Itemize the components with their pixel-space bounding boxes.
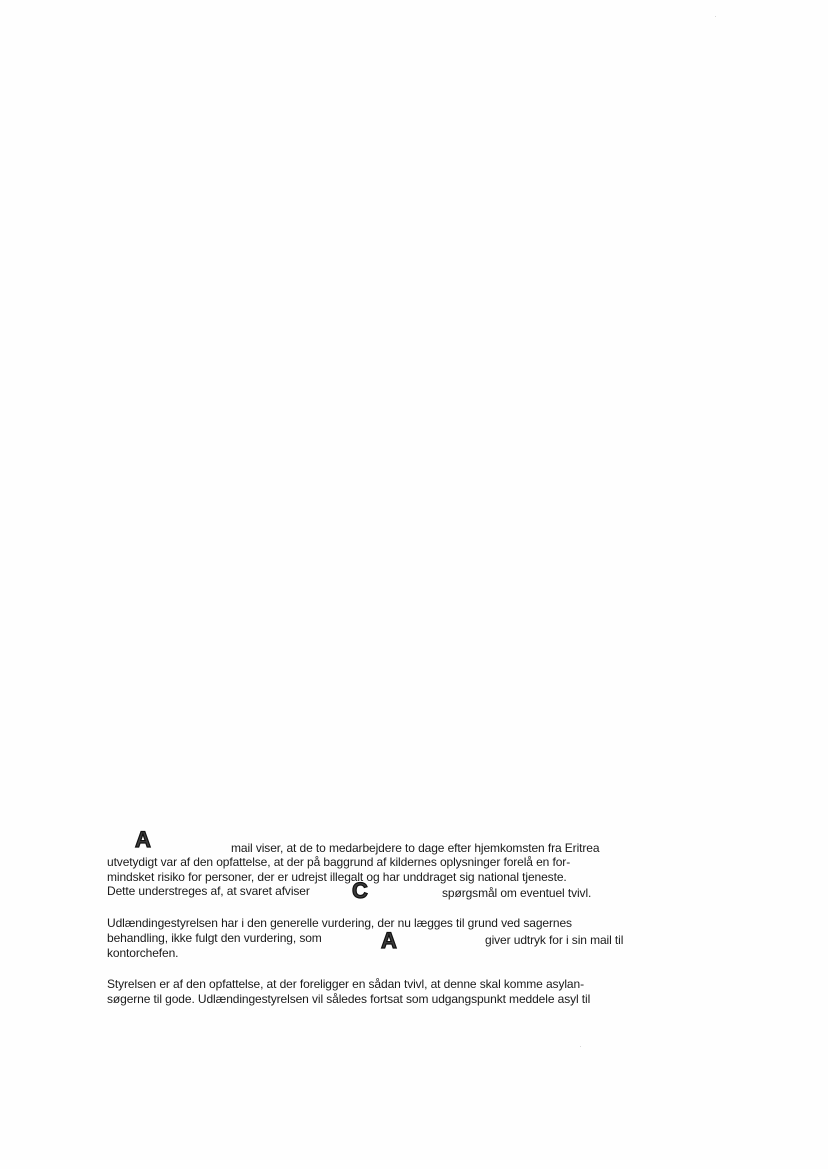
paragraph1-line4-end: spørgsmål om eventuel tvivl.	[442, 886, 592, 900]
svg-text:A: A	[135, 829, 151, 849]
redaction-mark-a	[134, 829, 156, 849]
paragraph2-line2-start: behandling, ikke fulgt den vurdering, som	[107, 931, 322, 945]
paragraph1-line4-start: Dette understreges af, at svaret afviser	[107, 884, 310, 898]
paragraph3-line2: søgerne til gode. Udlændingestyrelsen vil således fortsat som udgangspunkt meddele asyl til	[107, 992, 591, 1006]
paragraph1-line3: mindsket risiko for personer, der er udrejst illegalt og har unddraget sig national tjeneste.	[107, 870, 567, 884]
svg-text:C: C	[352, 880, 368, 900]
svg-text:A: A	[381, 930, 397, 950]
paragraph2-line1: Udlændingestyrelsen har i den generelle vurdering, der nu lægges til grund ved sagernes	[107, 916, 572, 930]
scan-speck	[715, 16, 716, 17]
paragraph1-line2: utvetydigt var af den opfattelse, at der på baggrund af kildernes oplysninger forelå en for-	[107, 855, 571, 869]
paragraph3-line1: Styrelsen er af den opfattelse, at der foreligger en sådan tvivl, at denne skal komme asylan-	[107, 977, 584, 991]
redaction-mark-a	[380, 930, 402, 950]
redaction-mark-c	[350, 880, 372, 900]
scan-speck	[580, 1046, 581, 1047]
paragraph2-line3: kontorchefen.	[107, 946, 179, 960]
paragraph1-line1: mail viser, at de to medarbejdere to dage efter hjemkomsten fra Eritrea	[231, 841, 600, 855]
paragraph2-line2-end: giver udtryk for i sin mail til	[485, 933, 624, 947]
